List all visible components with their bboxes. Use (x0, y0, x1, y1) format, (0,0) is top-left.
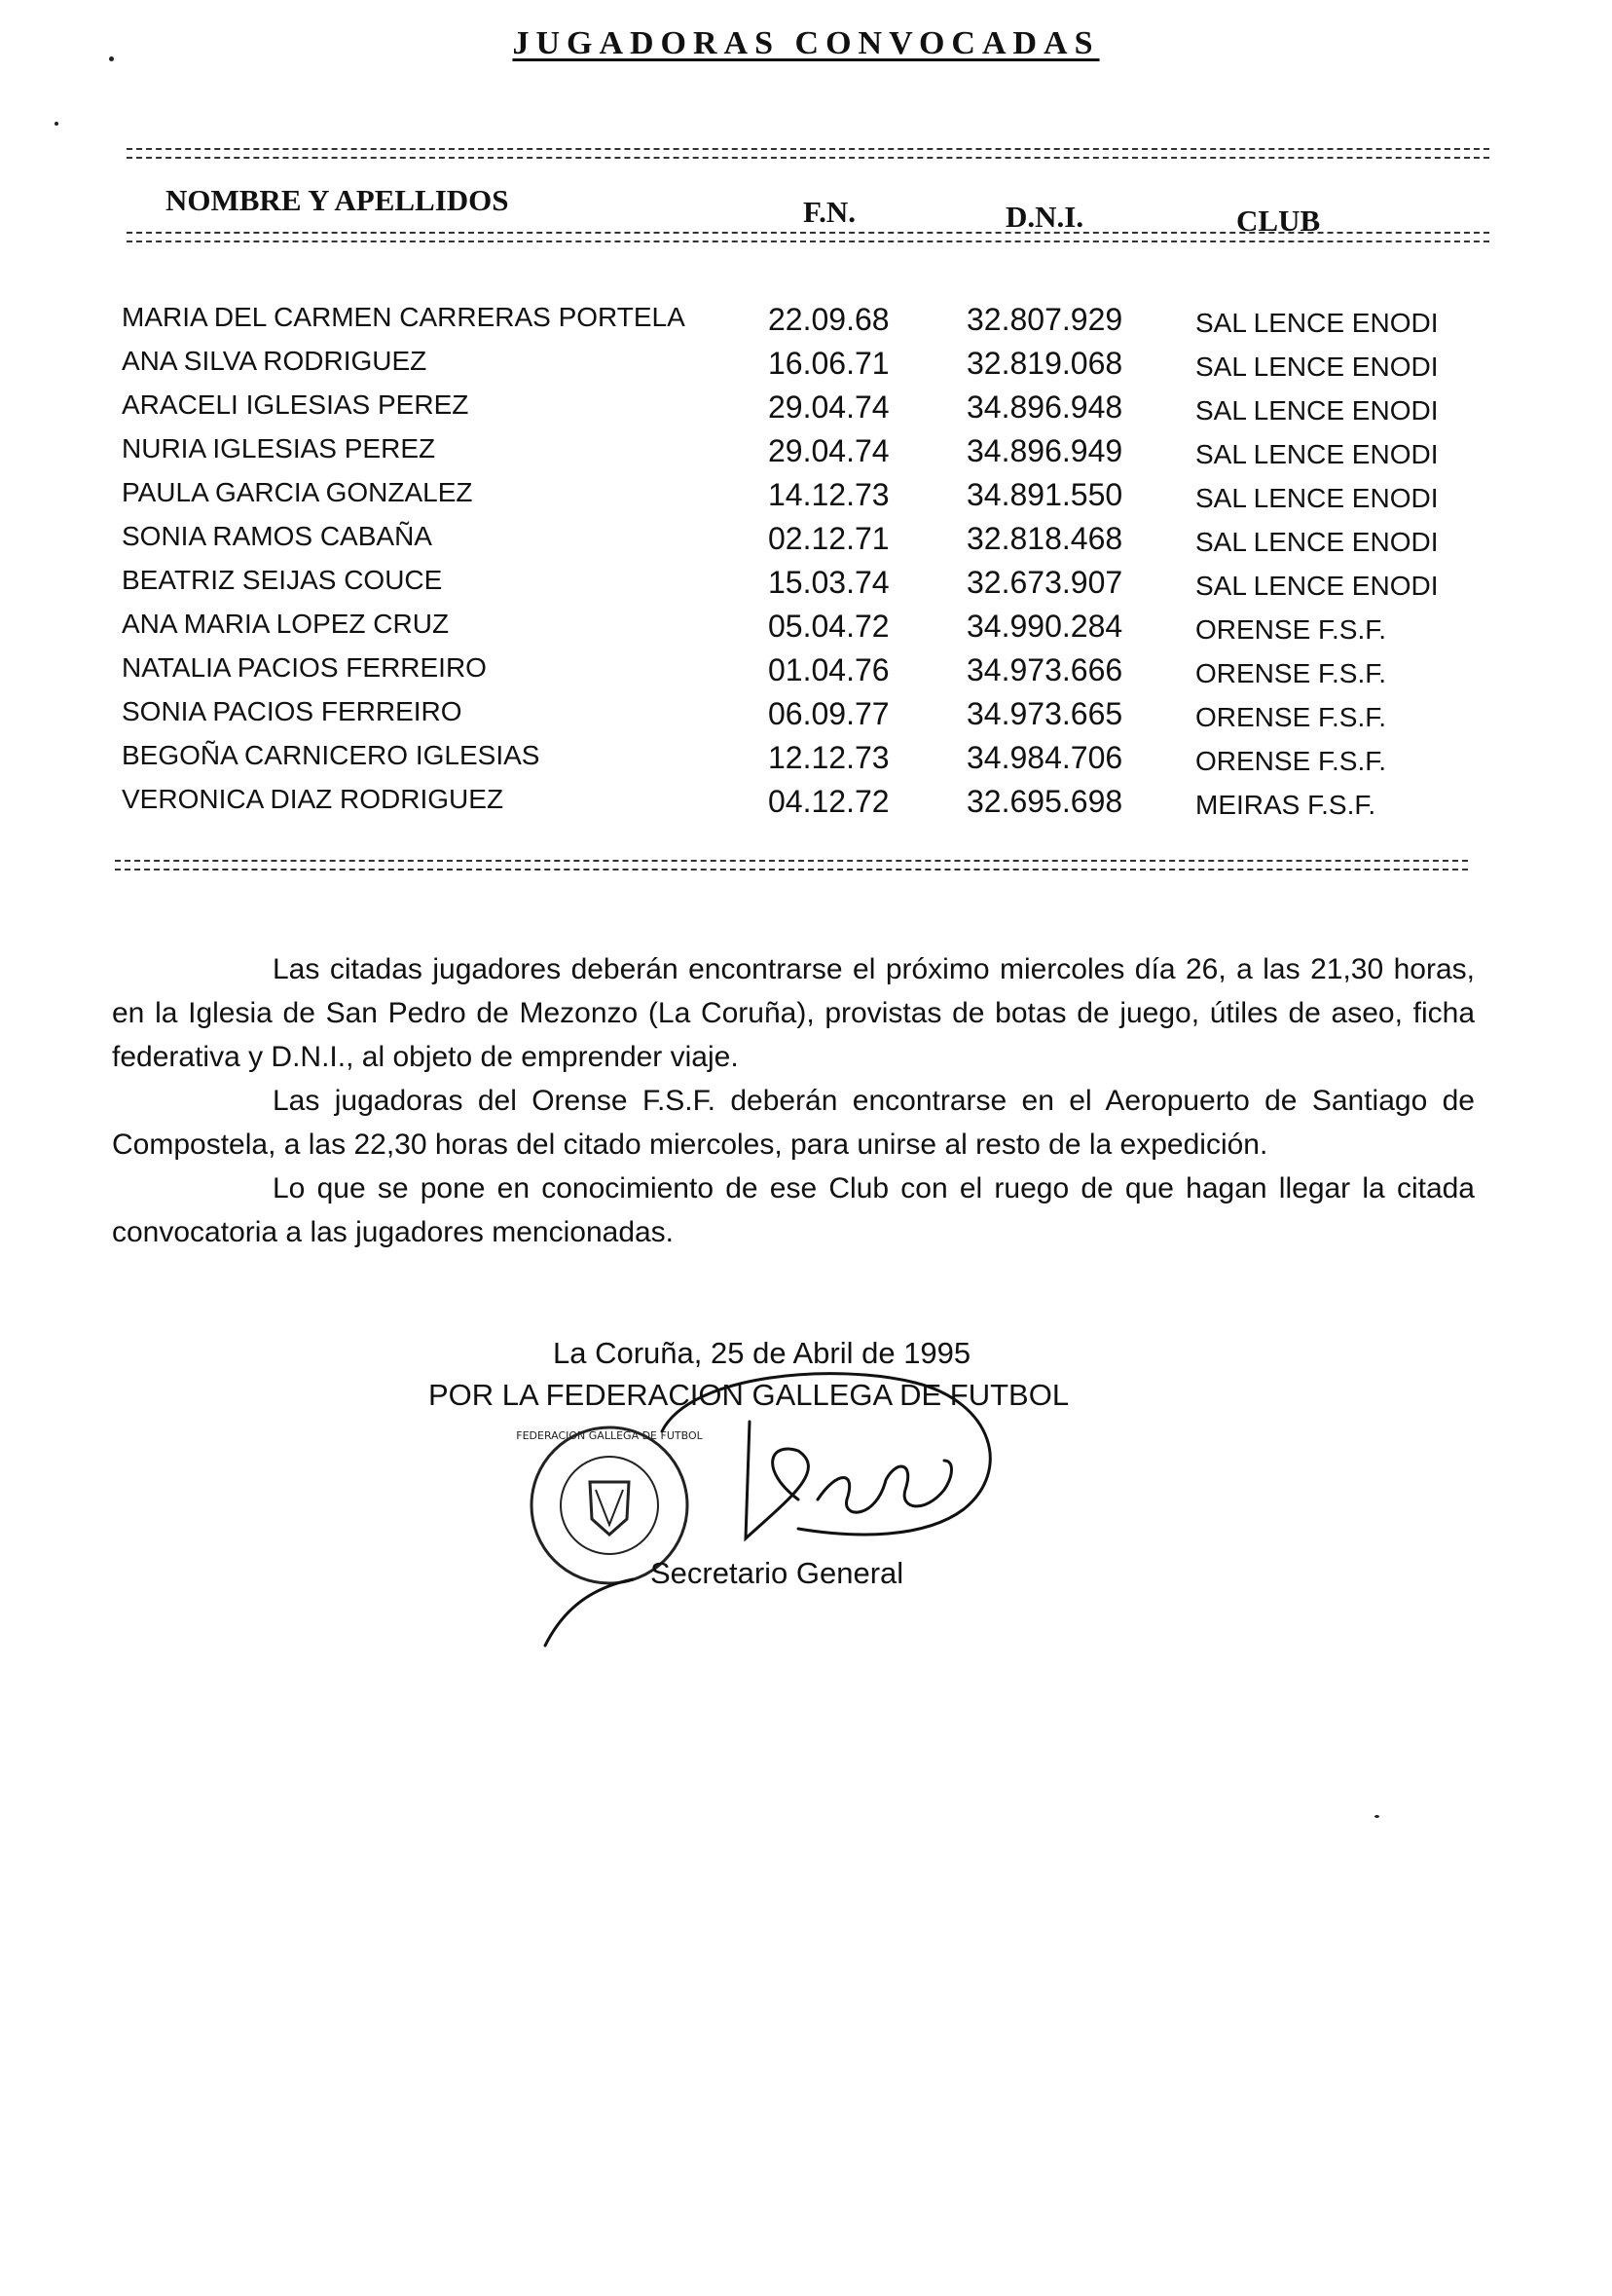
player-club: ORENSE F.S.F. (1195, 702, 1387, 732)
handwritten-signature (545, 1374, 990, 1646)
secretary-role: Secretario General (650, 1556, 904, 1590)
player-birth-date: 05.04.72 (768, 609, 890, 644)
player-birth-date: 14.12.73 (768, 477, 890, 512)
player-name: BEATRIZ SEIJAS COUCE (122, 565, 443, 595)
player-name: NURIA IGLESIAS PEREZ (122, 433, 436, 463)
player-birth-date: 16.06.71 (768, 346, 890, 381)
player-birth-date: 02.12.71 (768, 521, 890, 556)
stamp-and-signature (506, 1353, 1012, 1665)
player-club: SAL LENCE ENODI (1195, 439, 1439, 469)
header-dni: D.N.I. (1006, 200, 1084, 234)
player-birth-date: 04.12.72 (768, 784, 890, 819)
stamp-text: FEDERACION GALLEGA DE FUTBOL (516, 1429, 703, 1442)
player-name: ARACELI IGLESIAS PEREZ (122, 389, 469, 420)
player-club: SAL LENCE ENODI (1195, 308, 1439, 338)
player-club: SAL LENCE ENODI (1195, 352, 1439, 382)
header-fn: F.N. (803, 195, 856, 229)
player-club: ORENSE F.S.F. (1195, 658, 1387, 688)
body-text (112, 947, 1475, 1254)
player-dni: 32.819.068 (967, 346, 1123, 381)
player-birth-date: 29.04.74 (768, 433, 890, 468)
table-row (122, 601, 1504, 645)
table-row (122, 382, 1504, 426)
table-row (122, 557, 1504, 601)
table-row (122, 688, 1504, 732)
player-club: MEIRAS F.S.F. (1195, 790, 1376, 820)
player-dni: 32.807.929 (967, 302, 1123, 337)
player-dni: 32.695.698 (967, 784, 1123, 819)
player-birth-date: 01.04.76 (768, 652, 890, 687)
player-name: BEGOÑA CARNICERO IGLESIAS (122, 740, 540, 770)
body-paragraph: Las jugadoras del Orense F.S.F. deberán encontrarse en el Aeropuerto de Santiago de Compostela, a las 22,30 horas del citado miercoles, para unirse al resto de la expedición. (112, 1085, 1475, 1161)
player-name: ANA MARIA LOPEZ CRUZ (122, 609, 450, 639)
player-birth-date: 12.12.73 (768, 740, 890, 775)
table-row (122, 513, 1504, 557)
player-club: SAL LENCE ENODI (1195, 483, 1439, 513)
table-row (122, 776, 1504, 820)
player-name: VERONICA DIAZ RODRIGUEZ (122, 784, 504, 814)
player-dni: 32.673.907 (967, 565, 1123, 600)
body-paragraph: Lo que se pone en conocimiento de ese Club con el ruego de que hagan llegar la citada convocatoria a las jugadores mencionadas. (112, 1172, 1475, 1248)
player-name: ANA SILVA RODRIGUEZ (122, 346, 427, 376)
scan-speck (109, 56, 114, 61)
scan-speck (1374, 1815, 1379, 1818)
player-name: MARIA DEL CARMEN CARRERAS PORTELA (122, 302, 685, 332)
player-club: ORENSE F.S.F. (1195, 746, 1387, 776)
player-club: ORENSE F.S.F. (1195, 614, 1387, 645)
player-dni: 34.891.550 (967, 477, 1123, 512)
player-club: SAL LENCE ENODI (1195, 571, 1439, 601)
player-birth-date: 15.03.74 (768, 565, 890, 600)
player-name: NATALIA PACIOS FERREIRO (122, 652, 487, 683)
header-bottom-rule (127, 232, 1489, 242)
player-dni: 34.973.665 (967, 696, 1123, 731)
document-title: JUGADORAS CONVOCADAS (512, 25, 1100, 61)
player-dni: 34.973.666 (967, 652, 1123, 687)
table-bottom-rule (115, 860, 1468, 870)
table-row (122, 294, 1504, 338)
body-paragraph: Las citadas jugadores deberán encontrarse el próximo miercoles día 26, a las 21,30 horas, en la Iglesia de San Pedro de Mezonzo (La Coruña), provistas de botas de juego, útiles de aseo, ficha federativa y D.N.I., al objeto de emprender viaje. (112, 953, 1475, 1073)
player-name: SONIA RAMOS CABAÑA (122, 521, 432, 551)
table-row (122, 426, 1504, 469)
header-top-rule (127, 148, 1489, 159)
player-birth-date: 22.09.68 (768, 302, 890, 337)
players-table (122, 294, 1504, 820)
player-name: PAULA GARCIA GONZALEZ (122, 477, 473, 507)
player-dni: 34.990.284 (967, 609, 1123, 644)
header-club: CLUB (1236, 204, 1321, 238)
player-birth-date: 06.09.77 (768, 696, 890, 731)
player-dni: 34.984.706 (967, 740, 1123, 775)
scan-speck (55, 122, 58, 126)
player-name: SONIA PACIOS FERREIRO (122, 696, 462, 726)
player-birth-date: 29.04.74 (768, 389, 890, 425)
player-club: SAL LENCE ENODI (1195, 395, 1439, 426)
table-row (122, 645, 1504, 688)
player-dni: 34.896.948 (967, 389, 1123, 425)
place-date: La Coruña, 25 de Abril de 1995 (553, 1336, 971, 1370)
player-dni: 32.818.468 (967, 521, 1123, 556)
player-club: SAL LENCE ENODI (1195, 527, 1439, 557)
player-dni: 34.896.949 (967, 433, 1123, 468)
table-row (122, 338, 1504, 382)
federation-line: POR LA FEDERACION GALLEGA DE FUTBOL (428, 1378, 1070, 1412)
table-row (122, 732, 1504, 776)
table-row (122, 469, 1504, 513)
header-name: NOMBRE Y APELLIDOS (165, 183, 509, 217)
